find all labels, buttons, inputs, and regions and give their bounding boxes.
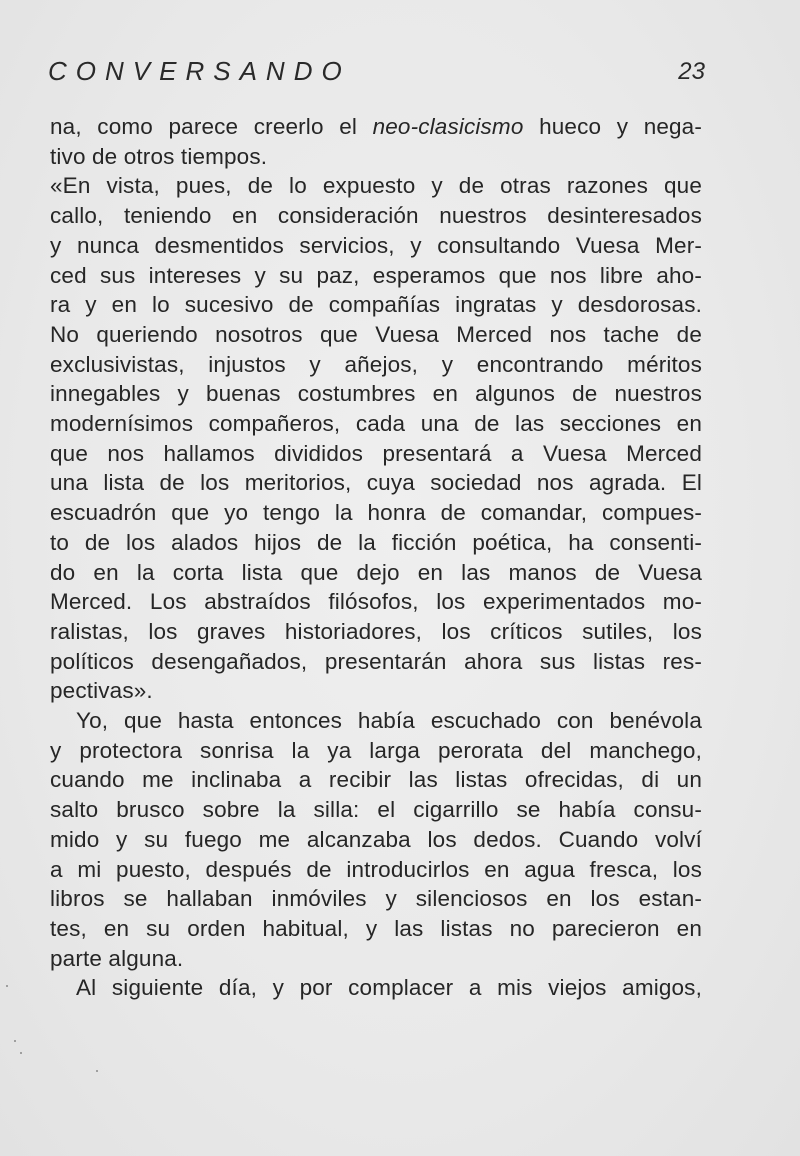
- text-line: libros se hallaban inmóviles y silenciosos en los estan-: [50, 886, 702, 912]
- text-line: «En vista, pues, de lo expuesto y de otras razones que: [50, 173, 702, 199]
- text-line: a mi puesto, después de introducirlos en agua fresca, los: [50, 856, 702, 882]
- page-number: 23: [678, 58, 705, 85]
- text-line: ced sus intereses y su paz, esperamos que nos libre aho-: [50, 262, 702, 288]
- text-line: mido y su fuego me alcanzaba los dedos. Cuando volví: [50, 826, 702, 852]
- text-line: Merced. Los abstraídos filósofos, los experimentados mo-: [50, 589, 702, 615]
- paper-speck: [6, 985, 8, 987]
- text-line: innegables y buenas costumbres en algunos de nuestros: [50, 381, 702, 407]
- text-line: exclusivistas, injustos y añejos, y encontrando méritos: [50, 351, 702, 377]
- text-line: que nos hallamos divididos presentará a Vuesa Merced: [50, 440, 702, 466]
- running-title: CONVERSANDO: [48, 56, 351, 86]
- text-line: políticos desengañados, presentarán ahora sus listas res-: [50, 648, 702, 674]
- emphasized-term: neo-clasicismo: [372, 114, 524, 139]
- text-line: y protectora sonrisa la ya larga perorata del manchego,: [50, 737, 702, 763]
- text-line: No queriendo nosotros que Vuesa Merced nos tache de: [50, 321, 702, 347]
- body-text: [50, 112, 702, 1003]
- text-line: escuadrón que yo tengo la honra de comandar, compues-: [50, 500, 702, 526]
- text-line: modernísimos compañeros, cada una de las secciones en: [50, 411, 702, 437]
- text-line: Al siguiente día, y por complacer a mis viejos amigos,: [76, 975, 702, 1001]
- paper-speck: [20, 1052, 22, 1054]
- text-line: tes, en su orden habitual, y las listas no parecieron en: [50, 915, 702, 941]
- text-line: to de los alados hijos de la ficción poética, ha consenti-: [50, 529, 702, 555]
- text-line: ra y en lo sucesivo de compañías ingratas y desdorosas.: [50, 292, 702, 318]
- text-line: Yo, que hasta entonces había escuchado con benévola: [76, 708, 702, 734]
- text-line: na, como parece creerlo el neo-clasicismo hueco y nega-: [50, 114, 702, 139]
- paper-speck: [96, 1070, 98, 1072]
- text-line: ralistas, los graves historiadores, los críticos sutiles, los: [50, 618, 702, 644]
- text-line: una lista de los meritorios, cuya sociedad nos agrada. El: [50, 470, 702, 496]
- text-line: y nunca desmentidos servicios, y consultando Vuesa Mer-: [50, 232, 702, 258]
- paper-speck: [14, 1040, 16, 1042]
- text-line: callo, teniendo en consideración nuestros desinteresados: [50, 203, 702, 229]
- text-line: cuando me inclinaba a recibir las listas ofrecidas, di un: [50, 767, 702, 793]
- text-line: tivo de otros tiempos.: [50, 143, 268, 169]
- text-line: salto brusco sobre la silla: el cigarrillo se había consu-: [50, 797, 702, 823]
- text-line: parte alguna.: [50, 945, 184, 971]
- text-line: do en la corta lista que dejo en las manos de Vuesa: [50, 559, 702, 585]
- text-line: pectivas».: [50, 678, 153, 704]
